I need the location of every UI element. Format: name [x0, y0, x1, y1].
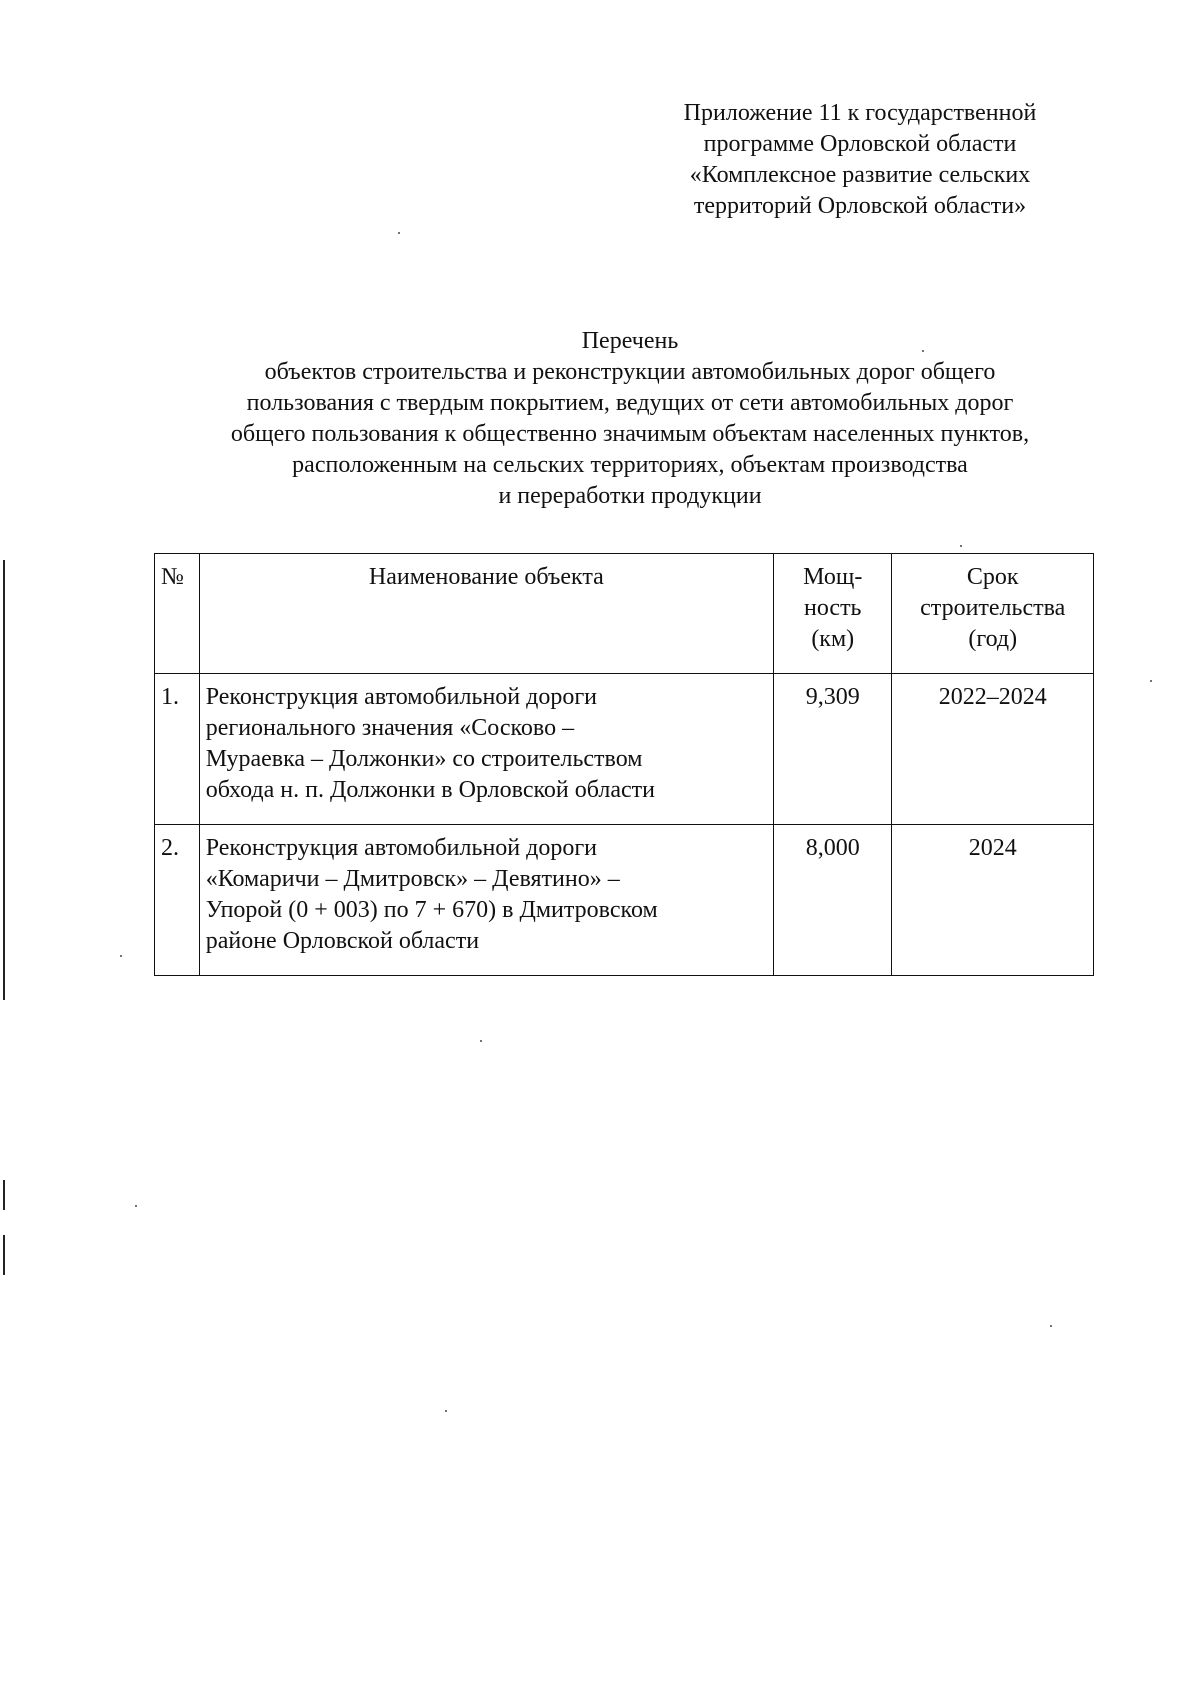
heading-line: общего пользования к общественно значимым объектам населенных пунктов,	[230, 421, 1030, 447]
row-object-name	[199, 825, 773, 976]
scan-edge-mark	[3, 1180, 5, 1210]
document-title: Перечень	[581, 328, 679, 354]
header-capacity-line: ность	[803, 595, 862, 621]
header-number: №	[155, 554, 200, 674]
header-construction-term	[892, 554, 1094, 674]
appendix-line: территорий Орловской области»	[693, 193, 1027, 219]
scan-speck	[1050, 1325, 1052, 1327]
row-number: 2.	[155, 825, 200, 976]
heading-line: объектов строительства и реконструкции автомобильных дорог общего	[264, 359, 996, 385]
scan-speck	[922, 350, 924, 352]
object-name-line: Мураевка – Должонки» со строительством	[205, 746, 643, 772]
heading-line: пользования с твердым покрытием, ведущих от сети автомобильных дорог	[246, 390, 1014, 416]
header-object-name: Наименование объекта	[199, 554, 773, 674]
table-header-row	[155, 554, 1094, 674]
object-name-line: обхода н. п. Должонки в Орловской области	[205, 777, 655, 803]
row-capacity: 9,309	[774, 674, 892, 825]
objects-table	[154, 553, 1094, 976]
scan-speck	[480, 1040, 482, 1042]
object-name-line: Упорой (0 + 003) по 7 + 670) в Дмитровском	[205, 897, 658, 923]
appendix-line: «Комплексное развитие сельских	[689, 162, 1031, 188]
row-term: 2022–2024	[892, 674, 1094, 825]
appendix-line: программе Орловской области	[703, 131, 1017, 157]
scan-speck	[398, 232, 400, 234]
row-number: 1.	[155, 674, 200, 825]
header-term-line: Срок	[966, 564, 1019, 590]
scan-edge-mark	[3, 560, 5, 1000]
row-term: 2024	[892, 825, 1094, 976]
scan-edge-mark	[3, 1235, 5, 1275]
object-name-line: Реконструкция автомобильной дороги	[205, 835, 598, 861]
table-row	[155, 825, 1094, 976]
scan-speck	[445, 1410, 447, 1412]
row-object-name	[199, 674, 773, 825]
scan-speck	[960, 545, 962, 547]
heading-line: расположенным на сельских территориях, объектам производства	[292, 452, 968, 478]
object-name-line: регионального значения «Сосково –	[205, 715, 575, 741]
object-name-line: районе Орловской области	[205, 928, 480, 954]
object-name-line: «Комаричи – Дмитровск» – Девятино» –	[205, 866, 620, 892]
document-heading	[120, 326, 1140, 512]
scan-speck	[135, 1205, 137, 1207]
header-term-line: (год)	[968, 626, 1018, 652]
appendix-note	[640, 98, 1080, 222]
table-row	[155, 674, 1094, 825]
row-capacity: 8,000	[774, 825, 892, 976]
scan-speck	[120, 955, 122, 957]
header-capacity-line: Мощ-	[803, 564, 863, 590]
heading-line: и переработки продукции	[498, 483, 762, 509]
object-name-line: Реконструкция автомобильной дороги	[205, 684, 598, 710]
header-capacity	[774, 554, 892, 674]
header-term-line: строительства	[920, 595, 1066, 621]
appendix-line: Приложение 11 к государственной	[683, 100, 1037, 126]
scan-speck	[1150, 680, 1152, 682]
header-capacity-line: (км)	[811, 626, 855, 652]
